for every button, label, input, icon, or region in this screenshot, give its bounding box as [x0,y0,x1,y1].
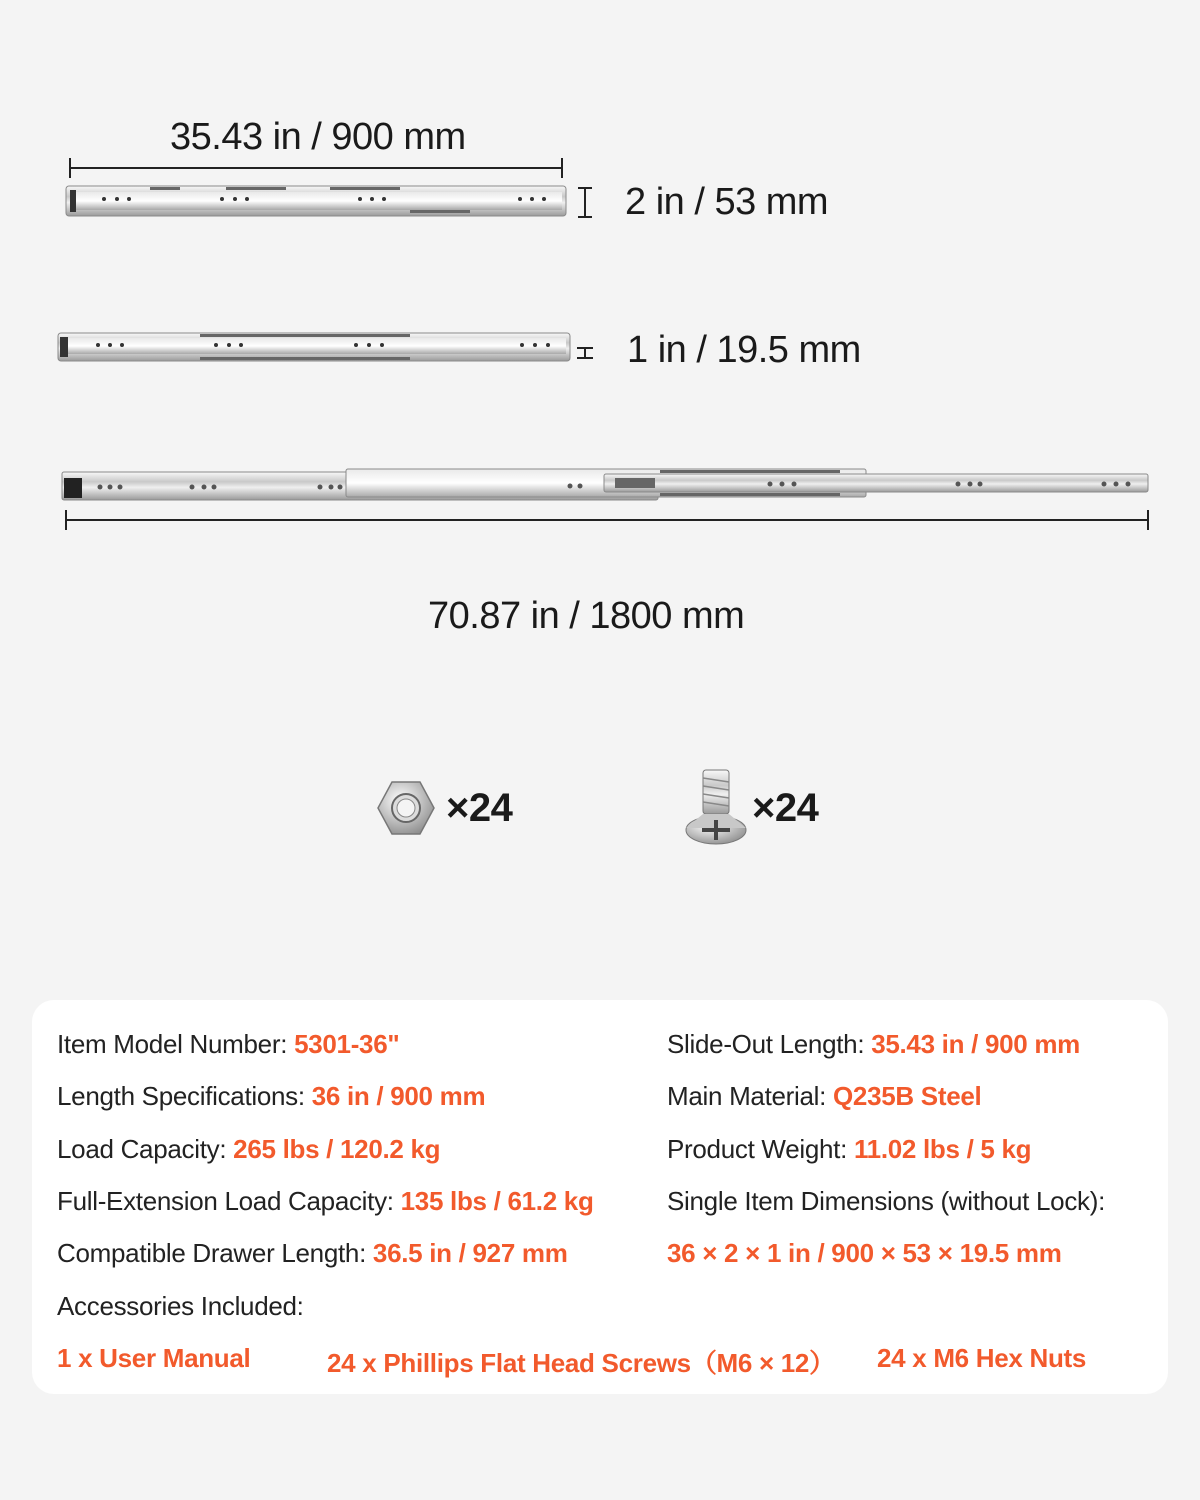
spec-model: Item Model Number: 5301-36" [57,1029,400,1059]
spec-slide-out: Slide-Out Length: 35.43 in / 900 mm [667,1029,1080,1059]
rail-extended-view [62,469,1148,500]
thickness-label: 1 in / 19.5 mm [627,329,861,371]
spec-material: Main Material: Q235B Steel [667,1081,982,1111]
spec-length: Length Specifications: 36 in / 900 mm [57,1081,486,1111]
spec-weight: Product Weight: 11.02 lbs / 5 kg [667,1134,1032,1164]
closed-length-dimension-line [70,158,562,178]
spec-single-dims-label: Single Item Dimensions (without Lock): [667,1186,1106,1216]
accessory-item: 24 x Phillips Flat Head Screws（M6 × 12） [327,1348,835,1378]
spec-single-dims-value: 36 × 2 × 1 in / 900 × 53 × 19.5 mm [667,1238,1062,1268]
nut-count: ×24 [446,786,513,830]
spec-drawer-length: Compatible Drawer Length: 36.5 in / 927 mm [57,1238,568,1268]
extended-length-dimension-line [66,510,1148,530]
flat-head-screw-icon [686,770,746,844]
accessory-item: 24 x M6 Hex Nuts [877,1343,1087,1373]
accessory-item: 1 x User Manual [57,1343,251,1373]
extended-length-label: 70.87 in / 1800 mm [428,595,745,637]
rail-top-view [58,333,570,361]
rail-side-view [66,186,566,216]
height-label: 2 in / 53 mm [625,181,829,223]
spec-accessories-label: Accessories Included: [57,1291,304,1321]
closed-length-label: 35.43 in / 900 mm [170,116,466,158]
spec-load: Load Capacity: 265 lbs / 120.2 kg [57,1134,441,1164]
height-marker [578,188,592,217]
thickness-marker [577,348,593,358]
screw-count: ×24 [752,786,819,830]
hex-nut-icon [378,782,434,834]
spec-full-ext-load: Full-Extension Load Capacity: 135 lbs / 61.2 kg [57,1186,594,1216]
